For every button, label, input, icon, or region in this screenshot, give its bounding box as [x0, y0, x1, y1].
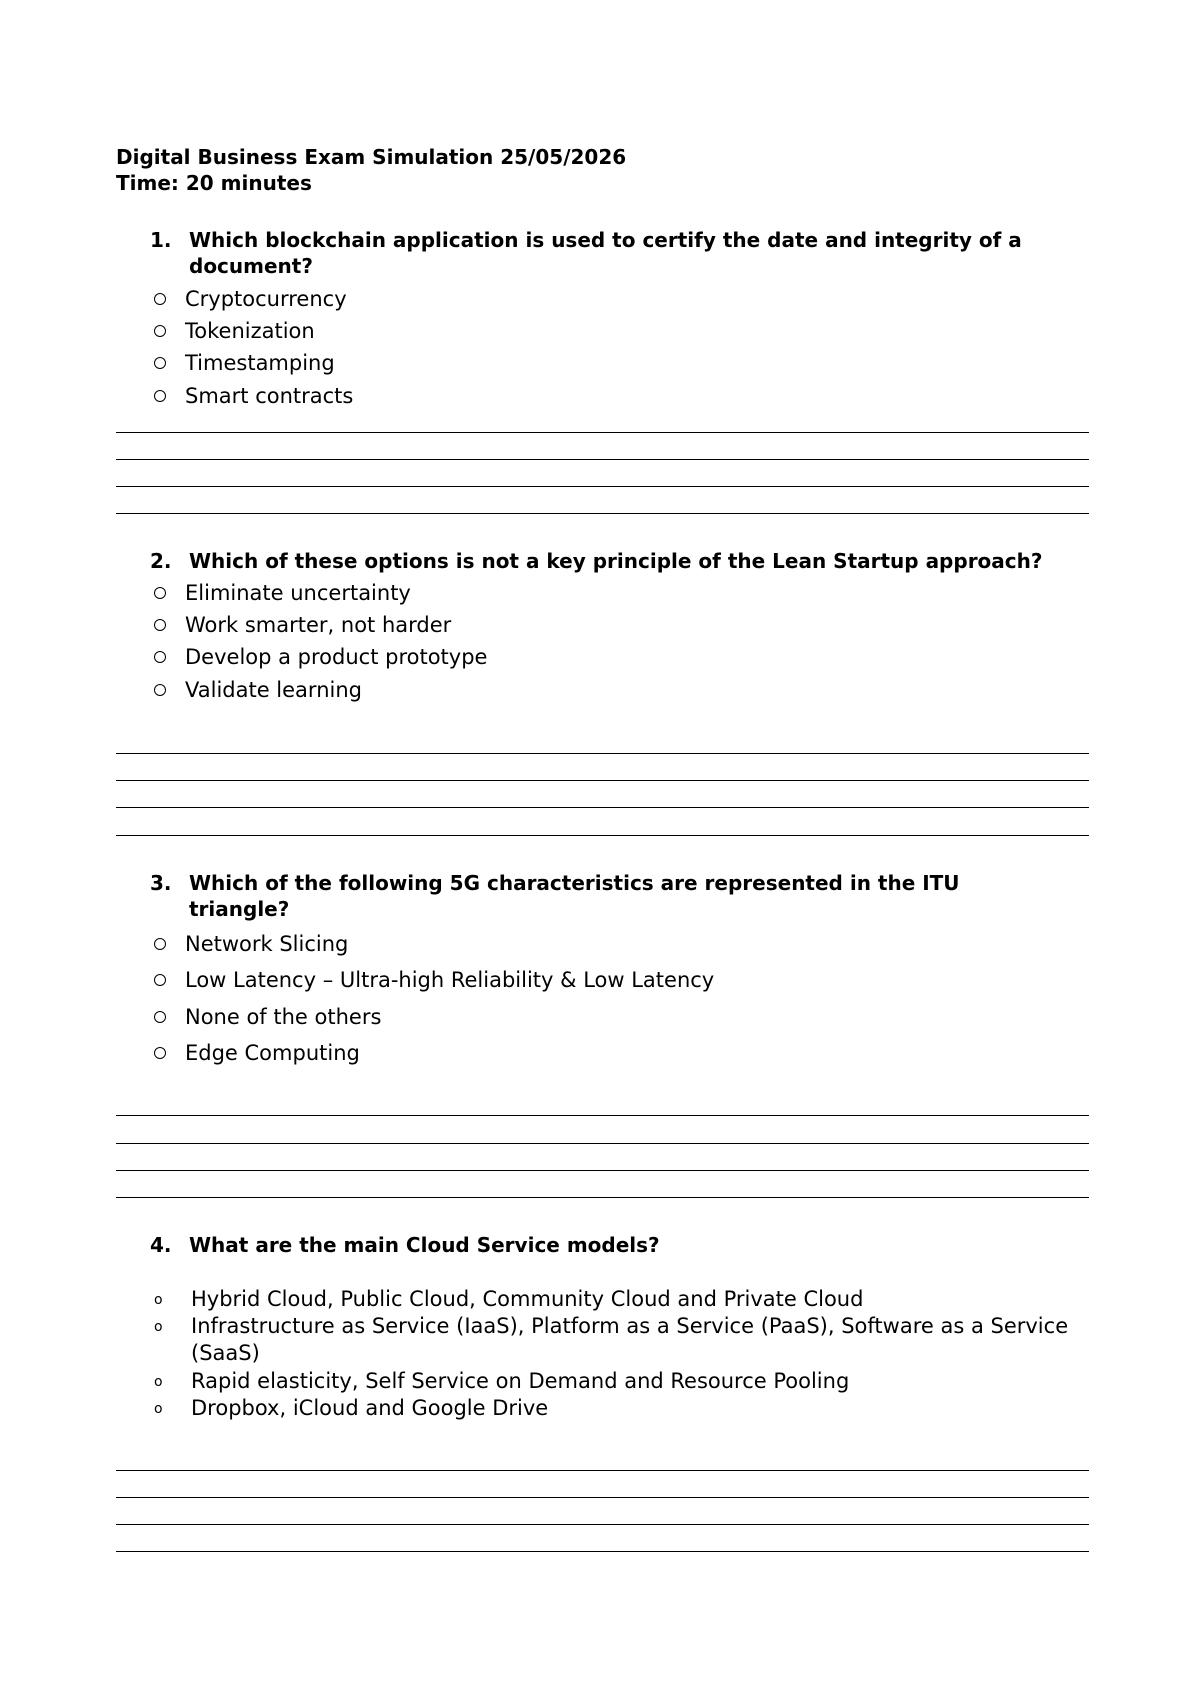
- answer-line: [116, 486, 1089, 487]
- option-dropbox-icloud[interactable]: [152, 1395, 1097, 1423]
- bullet-o-icon: o: [154, 1401, 163, 1417]
- option-label: Cryptocurrency: [185, 287, 347, 311]
- answer-line: [116, 1470, 1089, 1471]
- option-label: Edge Computing: [185, 1041, 360, 1065]
- radio-circle-icon[interactable]: [154, 587, 166, 599]
- option-label: Tokenization: [185, 319, 315, 343]
- radio-circle-icon[interactable]: [154, 293, 166, 305]
- question-number: 3.: [150, 871, 172, 895]
- answer-line: [116, 432, 1089, 433]
- option-label: Dropbox, iCloud and Google Drive: [191, 1396, 549, 1420]
- option-label: Low Latency – Ultra-high Reliability & Low Latency: [185, 968, 715, 992]
- option-hybrid-cloud[interactable]: [152, 1286, 1097, 1314]
- question-text: What are the main Cloud Service models?: [189, 1233, 660, 1257]
- radio-circle-icon[interactable]: [154, 390, 166, 402]
- radio-circle-icon[interactable]: [154, 651, 166, 663]
- answer-line: [116, 1524, 1089, 1525]
- option-smart-contracts[interactable]: [154, 382, 353, 410]
- question-text: Which of the following 5G characteristics are represented in the ITU triangle?: [189, 871, 960, 921]
- answer-line: [116, 807, 1089, 808]
- option-tokenization[interactable]: [154, 317, 315, 345]
- radio-circle-icon[interactable]: [154, 619, 166, 631]
- bullet-o-icon: o: [154, 1319, 163, 1335]
- option-cryptocurrency[interactable]: [154, 285, 347, 313]
- option-label: None of the others: [185, 1005, 382, 1029]
- question-number: 1.: [150, 228, 172, 252]
- option-network-slicing[interactable]: [154, 930, 348, 958]
- option-label: Smart contracts: [185, 384, 354, 408]
- answer-line: [116, 1197, 1089, 1198]
- exam-title: Digital Business Exam Simulation 25/05/2026: [116, 145, 627, 169]
- option-label: Work smarter, not harder: [185, 613, 452, 637]
- option-low-latency[interactable]: [154, 966, 714, 994]
- radio-circle-icon[interactable]: [154, 357, 166, 369]
- option-none-of-the-others[interactable]: [154, 1003, 381, 1031]
- radio-circle-icon[interactable]: [154, 684, 166, 696]
- radio-circle-icon[interactable]: [154, 938, 166, 950]
- question-text: Which of these options is not a key principle of the Lean Startup approach?: [189, 549, 1043, 573]
- exam-time: Time: 20 minutes: [116, 171, 312, 195]
- option-label: Infrastructure as Service (IaaS), Platform as a Service (PaaS), Software as a Service (SaaS): [191, 1314, 1069, 1365]
- option-work-smarter[interactable]: [154, 611, 451, 639]
- radio-circle-icon[interactable]: [154, 1011, 166, 1023]
- option-label: Network Slicing: [185, 932, 349, 956]
- answer-line: [116, 753, 1089, 754]
- question-number: 2.: [150, 549, 172, 573]
- option-label: Validate learning: [185, 678, 362, 702]
- answer-line: [116, 780, 1089, 781]
- answer-line: [116, 1143, 1089, 1144]
- answer-line: [116, 1551, 1089, 1552]
- question-text: Which blockchain application is used to certify the date and integrity of a document?: [189, 228, 1022, 278]
- option-edge-computing[interactable]: [154, 1039, 360, 1067]
- answer-line: [116, 1170, 1089, 1171]
- option-rapid-elasticity[interactable]: [152, 1368, 1097, 1396]
- option-eliminate-uncertainty[interactable]: [154, 579, 411, 607]
- option-label: Timestamping: [185, 351, 335, 375]
- option-label: Rapid elasticity, Self Service on Demand and Resource Pooling: [191, 1369, 850, 1393]
- radio-circle-icon[interactable]: [154, 974, 166, 986]
- option-timestamping[interactable]: [154, 349, 335, 377]
- answer-line: [116, 1497, 1089, 1498]
- question-number: 4.: [150, 1233, 172, 1257]
- radio-circle-icon[interactable]: [154, 325, 166, 337]
- answer-line: [116, 513, 1089, 514]
- option-label: Hybrid Cloud, Public Cloud, Community Cloud and Private Cloud: [191, 1287, 864, 1311]
- option-iaas-paas-saas[interactable]: [152, 1313, 1097, 1367]
- option-develop-prototype[interactable]: [154, 643, 487, 671]
- radio-circle-icon[interactable]: [154, 1047, 166, 1059]
- option-label: Develop a product prototype: [185, 645, 488, 669]
- answer-line: [116, 459, 1089, 460]
- option-label: Eliminate uncertainty: [185, 581, 411, 605]
- option-validate-learning[interactable]: [154, 676, 362, 704]
- answer-line: [116, 835, 1089, 836]
- answer-line: [116, 1115, 1089, 1116]
- bullet-o-icon: o: [154, 1374, 163, 1390]
- bullet-o-icon: o: [154, 1292, 163, 1308]
